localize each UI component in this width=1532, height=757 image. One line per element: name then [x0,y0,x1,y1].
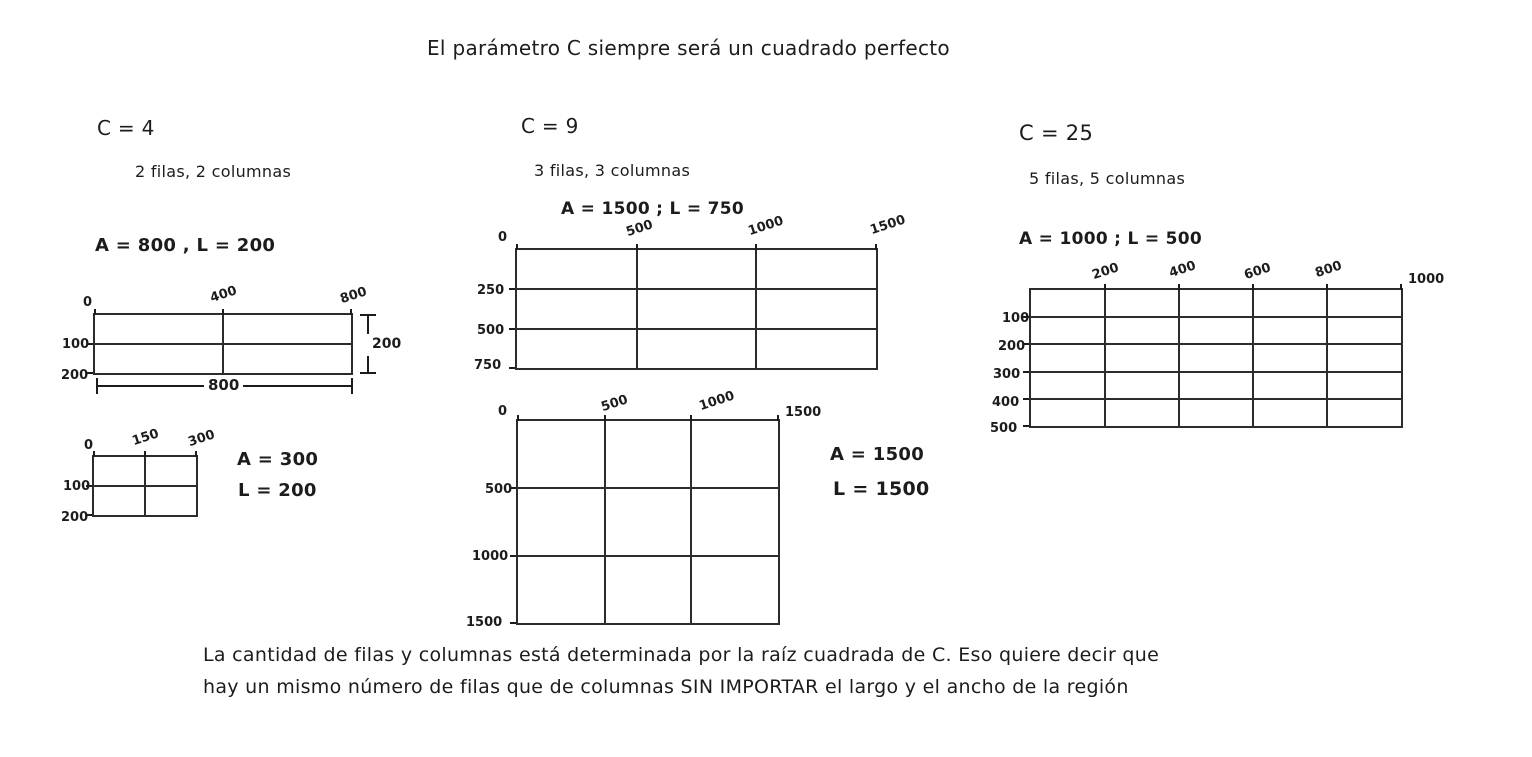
grid-line [604,421,606,623]
x-tick-label: 300 [186,427,217,450]
x-tick [604,415,606,421]
y-tick-label: 1500 [466,615,503,630]
c4-main-grid [61,283,369,383]
y-tick-label: 250 [477,283,505,298]
y-tick-label: 200 [61,368,89,383]
c9-rect-grid [474,212,908,373]
x-tick [94,309,96,315]
grid-line [94,485,196,487]
x-tick [1326,284,1328,290]
x-tick-label: 600 [1242,260,1273,283]
y-tick-label: 300 [993,367,1021,382]
c4-label: C = 4 [97,116,155,140]
y-tick-label: 100 [62,337,90,352]
y-tick-label: 750 [474,358,502,373]
grid-line [1031,371,1401,373]
dimension-stem [367,356,369,372]
x-tick [777,415,779,421]
c4-small-length-label: L = 200 [238,480,317,501]
x-tick-label: 1500 [868,212,908,238]
x-tick [516,244,518,250]
c9-params-label: A = 1500 ; L = 750 [561,199,744,219]
y-tick [1023,398,1029,400]
y-tick [510,555,516,557]
x-tick [875,244,877,250]
x-tick-label: 800 [1313,258,1344,281]
y-tick [510,622,516,624]
x-tick-label: 1000 [746,213,786,239]
y-tick-label: 100 [63,479,91,494]
grid-line [755,250,757,368]
grid-line [1326,290,1328,426]
x-tick-label: 400 [208,283,239,306]
x-tick-label: 400 [1167,258,1198,281]
x-tick-label: 150 [130,426,161,449]
y-tick [1023,371,1029,373]
c25-label: C = 25 [1019,121,1094,145]
x-tick-label: 1000 [697,388,737,414]
footer-line-1: La cantidad de filas y columnas está determinada por la raíz cuadrada de C. Eso quiere decir que [203,644,1160,666]
grid-line [1104,290,1106,426]
x-tick [1252,284,1254,290]
y-tick-label: 400 [992,395,1020,410]
grid-line [690,421,692,623]
x-tick-label: 0 [498,404,508,419]
grid-line [517,288,876,290]
dimension-cap [360,372,376,374]
c25-params-label: A = 1000 ; L = 500 [1019,229,1202,249]
x-tick [517,415,519,421]
c9-rows-cols-label: 3 filas, 3 columnas [534,161,691,180]
grid-line [95,343,351,345]
x-tick-label: 0 [84,438,94,453]
y-tick-label: 500 [990,421,1018,436]
x-tick [690,415,692,421]
grid-line [518,487,778,489]
c9-square-grid [466,388,822,630]
grid-line [1031,398,1401,400]
width-dimension-label: 800 [204,376,243,394]
grid-line [1031,316,1401,318]
x-tick [222,309,224,315]
grid-line [1178,290,1180,426]
x-tick [636,244,638,250]
y-tick-label: 1000 [472,549,509,564]
y-tick-label: 200 [998,339,1026,354]
grid-line [518,555,778,557]
x-tick-label: 0 [498,230,508,245]
x-tick [755,244,757,250]
x-tick [195,451,197,457]
y-tick-label: 200 [61,510,89,525]
c9-square-area-label: A = 1500 [830,444,925,465]
c4-small-grid [61,426,217,525]
x-tick [1178,284,1180,290]
grid-line [1031,343,1401,345]
height-dimension-label: 200 [372,336,402,352]
c9-square-length-label: L = 1500 [833,478,930,500]
x-tick-label: 200 [1090,260,1121,283]
page-title: El parámetro C siempre será un cuadrado perfecto [427,36,950,60]
x-tick-label: 500 [599,392,630,415]
c4-params-label: A = 800 , L = 200 [95,235,276,256]
y-tick [509,288,515,290]
c25-rows-cols-label: 5 filas, 5 columnas [1029,169,1186,188]
grid-line [517,328,876,330]
dimension-cap [351,378,353,394]
x-tick [93,451,95,457]
x-tick-label: 1500 [785,405,822,420]
x-tick [1104,284,1106,290]
x-tick [1400,284,1402,290]
x-tick-label: 800 [338,284,369,307]
c9-label: C = 9 [521,114,579,138]
x-tick-label: 500 [624,217,655,240]
footer-line-2: hay un mismo número de filas que de columnas SIN IMPORTAR el largo y el ancho de la región [203,676,1129,698]
c25-grid [990,258,1445,436]
y-tick [509,367,515,369]
x-tick [350,309,352,315]
y-tick-label: 100 [1002,311,1030,326]
grid-line [636,250,638,368]
y-tick-label: 500 [485,482,513,497]
c4-rows-cols-label: 2 filas, 2 columnas [135,162,292,181]
y-tick-label: 500 [477,323,505,338]
x-tick [144,451,146,457]
x-tick-label: 1000 [1408,272,1445,287]
c4-small-area-label: A = 300 [237,449,319,470]
dimension-stem [367,316,369,334]
y-tick [1023,425,1029,427]
grid-line [1252,290,1254,426]
x-tick-label: 0 [83,295,93,310]
y-tick [509,328,515,330]
